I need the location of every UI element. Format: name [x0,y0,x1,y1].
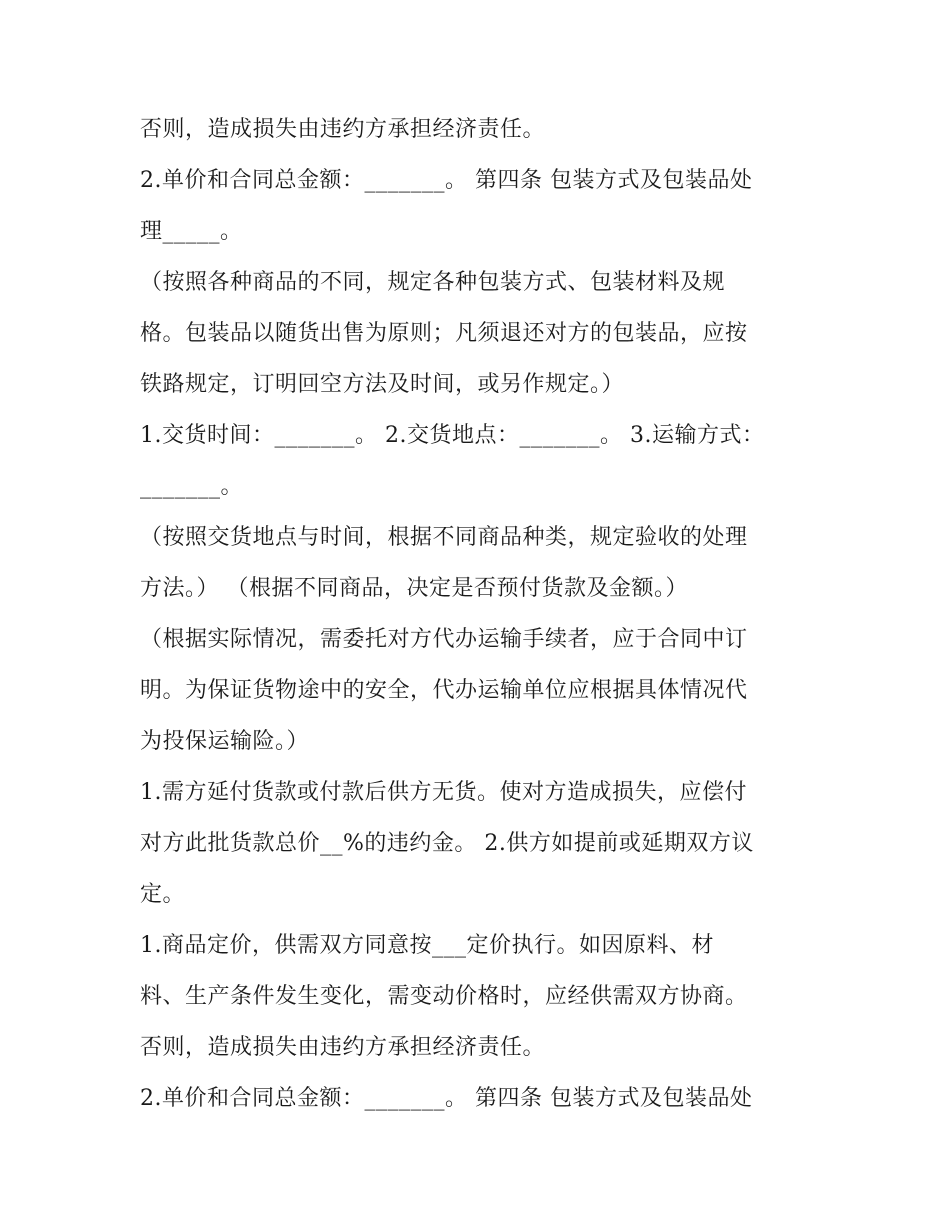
text-line: （根据实际情况，需委托对方代办运输手续者，应于合同中订 [140,627,748,652]
text-line: 2.单价和合同总金额：_______。 第四条 包装方式及包装品处 [140,1086,753,1111]
text-line: 铁路规定，订明回空方法及时间，或另作规定。） [140,372,625,397]
text-line: （按照交货地点与时间，根据不同商品种类，规定验收的处理 [140,525,748,550]
text-line: （按照各种商品的不同，规定各种包装方式、包装材料及规 [140,270,726,295]
text-line: 否则，造成损失由违约方承担经济责任。 [140,1035,546,1060]
text-line: 明。为保证货物途中的安全，代办运输单位应根据具体情况代 [140,678,748,703]
text-line: _______。 [140,474,244,499]
text-line: 方法。） （根据不同商品，决定是否预付货款及金额。） [140,576,688,601]
text-line: 2.单价和合同总金额：_______。 第四条 包装方式及包装品处 [140,168,753,193]
text-line: 否则，造成损失由违约方承担经济责任。 [140,117,546,142]
text-line: 理_____。 [140,219,243,244]
document-body [140,108,820,1128]
text-line: 料、生产条件发生变化，需变动价格时，应经供需双方协商。 [140,984,748,1009]
text-line: 为投保运输险。） [140,729,310,754]
text-line: 1.需方延付货款或付款后供方无货。使对方造成损失，应偿付 [140,780,747,805]
text-line: 1.商品定价，供需双方同意按___定价执行。如因原料、材 [140,933,714,958]
text-line: 格。包装品以随货出售为原则；凡须退还对方的包装品，应按 [140,321,748,346]
text-line: 定。 [140,882,186,907]
text-line: 1.交货时间：_______。 2.交货地点：_______。 3.运输方式： [140,423,765,448]
text-line: 对方此批货款总价__%的违约金。 2.供方如提前或延期双方议 [140,831,754,856]
